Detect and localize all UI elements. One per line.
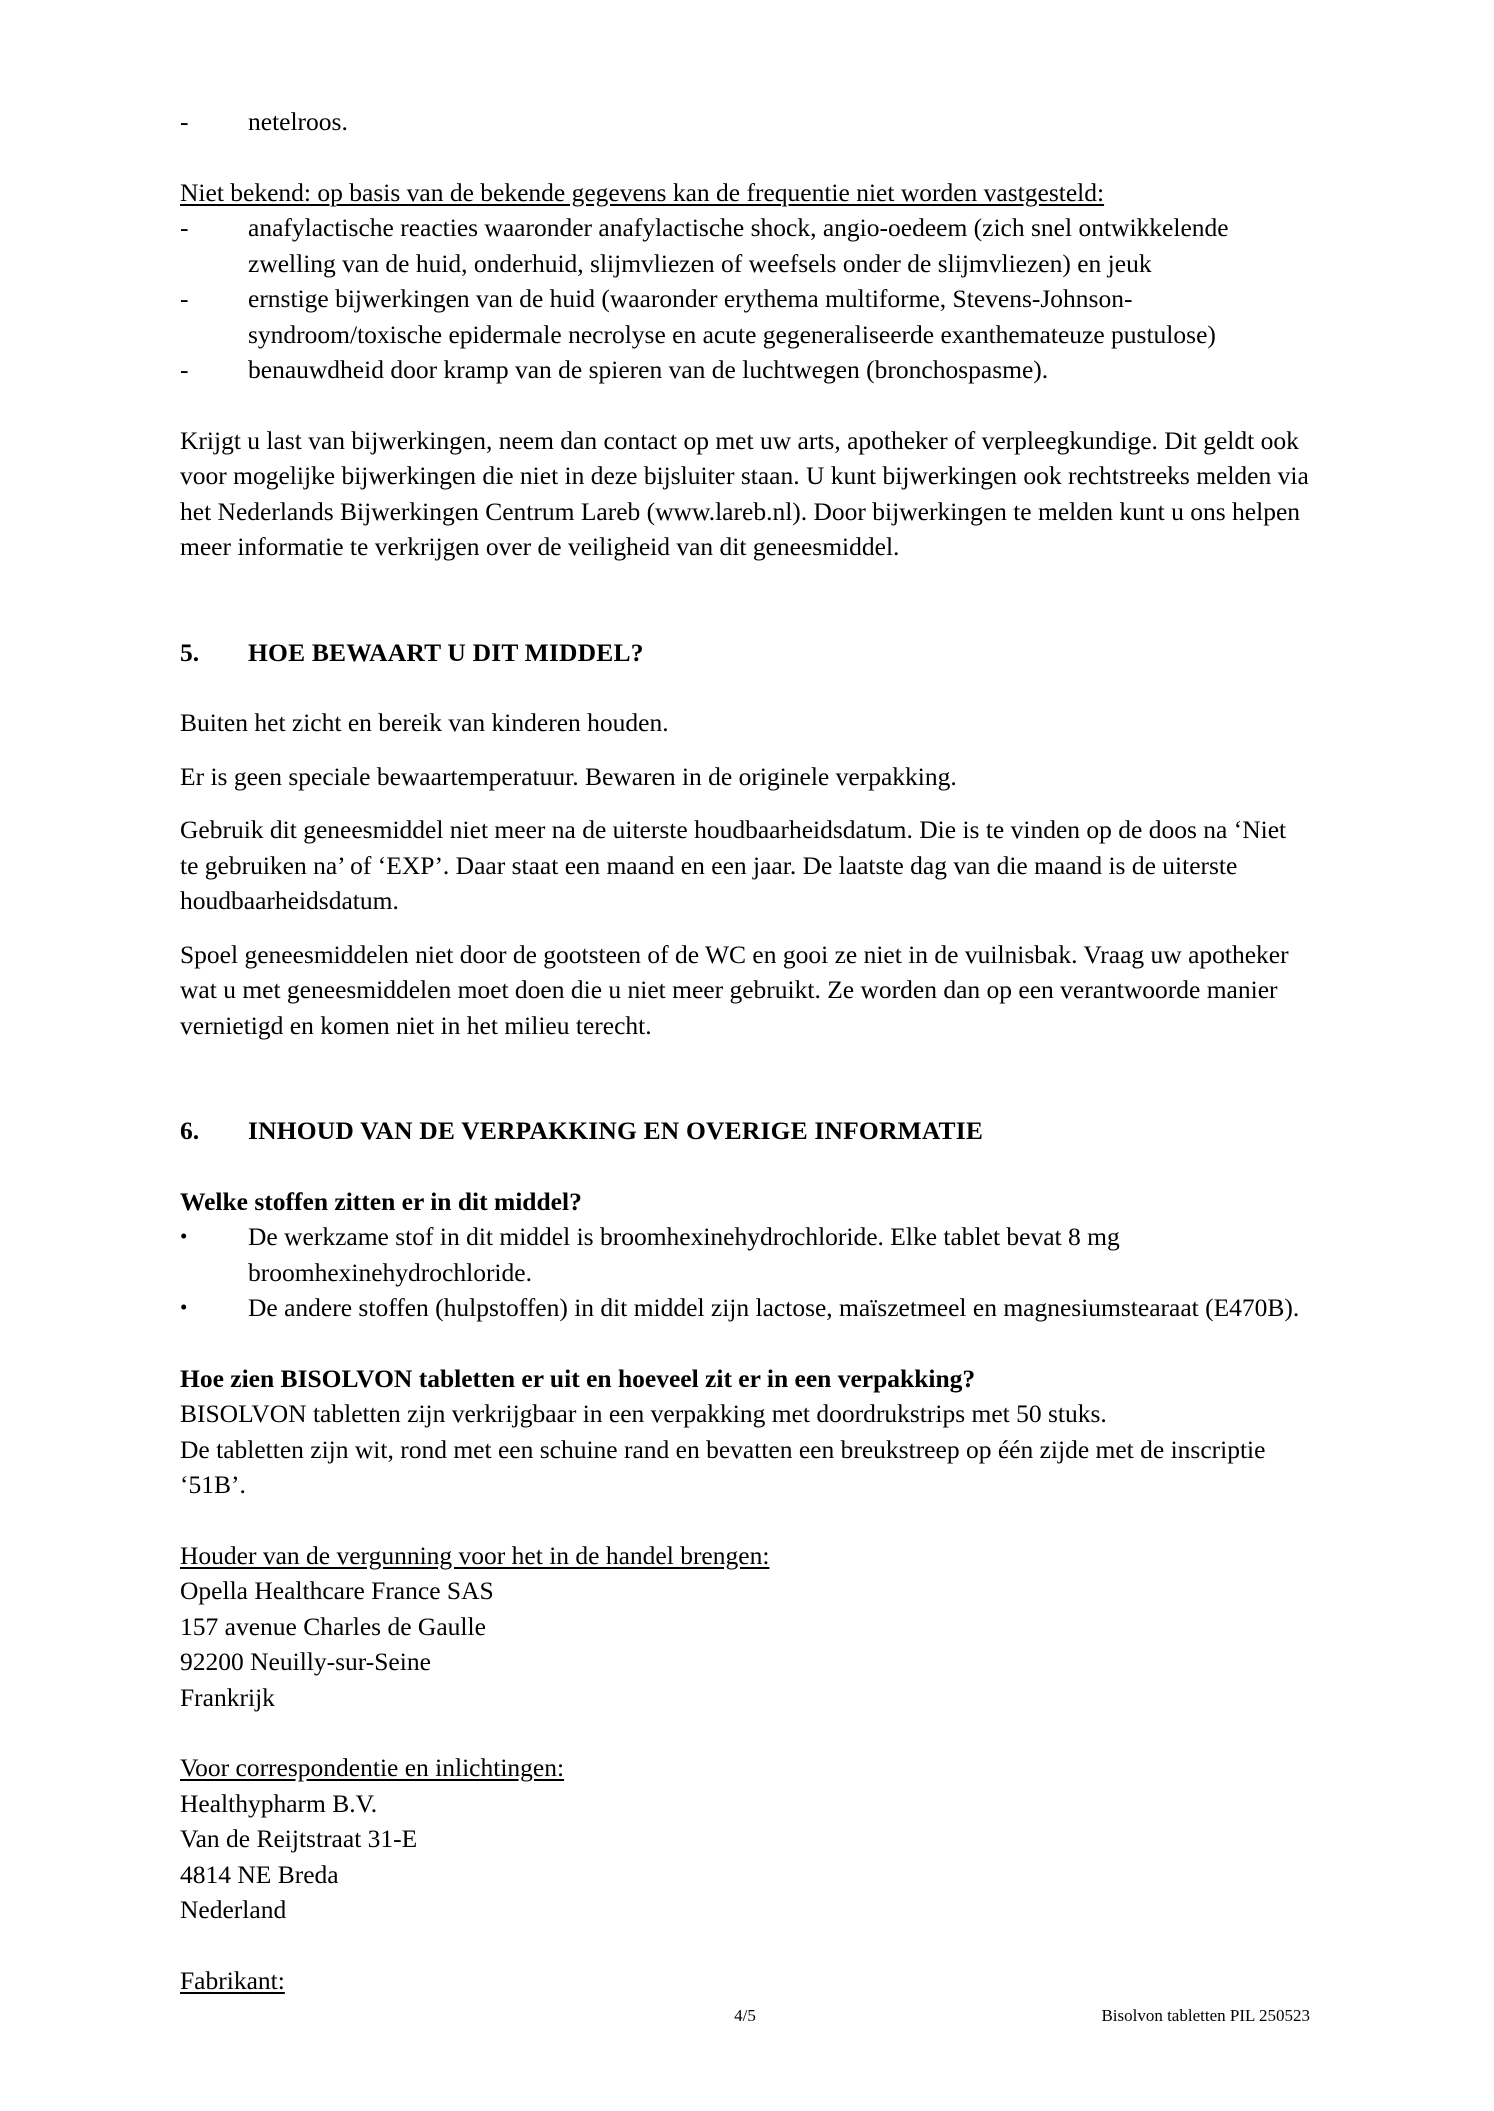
disposal-paragraph: Spoel geneesmiddelen niet door de gootsteen of de WC en gooi ze niet in de vuilnisbak. Vraag uw apotheker wat u met geneesmiddelen moet doen die u niet meer gebruikt. Ze worden dan op een verantwoorde manier vernietigd en komen niet in het milieu terecht.	[180, 939, 1289, 1040]
list-item	[180, 104, 1310, 140]
document-reference: Bisolvon tabletten PIL 250523	[1101, 2006, 1310, 2025]
address-line: 4814 NE Breda	[180, 1859, 339, 1889]
unknown-frequency-heading: Niet bekend: op basis van de bekende gegevens kan de frequentie niet worden vastgesteld:	[180, 177, 1105, 207]
page-number: 4/5	[734, 2006, 756, 2025]
list-item	[180, 210, 1310, 281]
dash-bullet-icon: -	[180, 355, 189, 384]
list-item	[180, 1290, 1310, 1326]
spacer	[180, 1928, 1310, 1963]
spacer	[180, 140, 1310, 175]
list-item-label: De werkzame stof in dit middel is broomhexinehydrochloride. Elke tablet bevat 8 mg broomhexinehydrochloride.	[248, 1222, 1120, 1287]
section-6-heading	[180, 1113, 1310, 1149]
storage-children-paragraph: Buiten het zicht en bereik van kinderen houden.	[180, 708, 669, 737]
round-bullet-icon: •	[180, 1295, 188, 1319]
spacer	[180, 794, 1310, 812]
list-item-label: benauwdheid door kramp van de spieren van de luchtwegen (bronchospasme).	[248, 355, 1049, 384]
section-5-heading	[180, 635, 1310, 671]
appearance-packaging-line: BISOLVON tabletten zijn verkrijgbaar in een verpakking met doordrukstrips met 50 stuks.	[180, 1399, 1107, 1428]
dash-bullet-icon: -	[180, 284, 189, 313]
section-5-title: HOE BEWAART U DIT MIDDEL?	[248, 637, 644, 667]
address-line: Opella Healthcare France SAS	[180, 1576, 494, 1605]
address-line: Van de Reijtstraat 31-E	[180, 1824, 418, 1853]
round-bullet-icon: •	[180, 1224, 188, 1248]
address-line: Nederland	[180, 1895, 287, 1924]
spacer	[180, 1715, 1310, 1750]
dash-bullet-icon: -	[180, 213, 189, 242]
ingredients-heading: Welke stoffen zitten er in dit middel?	[180, 1186, 582, 1216]
manufacturer-heading: Fabrikant:	[180, 1965, 285, 1995]
address-line: 157 avenue Charles de Gaulle	[180, 1611, 486, 1641]
list-item-label: netelroos.	[248, 107, 348, 136]
address-line: Frankrijk	[180, 1682, 275, 1712]
spacer	[180, 1149, 1310, 1184]
appearance-heading: Hoe zien BISOLVON tabletten er uit en hoeveel zit er in een verpakking?	[180, 1363, 976, 1393]
list-item	[180, 352, 1310, 388]
marketing-authorisation-heading: Houder van de vergunning voor het in de handel brengen:	[180, 1540, 770, 1570]
section-6-number: 6.	[180, 1116, 200, 1145]
list-item-label: De andere stoffen (hulpstoffen) in dit middel zijn lactose, maïszetmeel en magnesiumstearaat (E470B).	[248, 1293, 1300, 1322]
page-footer	[180, 2001, 1310, 2031]
spacer	[180, 670, 1310, 705]
list-item	[180, 1219, 1310, 1290]
expiry-date-paragraph: Gebruik dit geneesmiddel niet meer na de uiterste houdbaarheidsdatum. Die is te vinden op de doos na ‘Niet te gebruiken na’ of ‘EXP’. Daar staat een maand en een jaar. De laatste dag van die maand is de uiterste houdbaarheidsdatum.	[180, 815, 1287, 915]
list-item	[180, 281, 1310, 352]
storage-temperature-paragraph: Er is geen speciale bewaartemperatuur. Bewaren in de originele verpakking.	[180, 761, 957, 791]
side-effect-reporting-paragraph: Krijgt u last van bijwerkingen, neem dan contact op met uw arts, apotheker of verpleegkundige. Dit geldt ook voor mogelijke bijwerkingen die niet in deze bijsluiter staan. U kunt bijwerkingen ook rechtstreeks melden via het Nederlands Bijwerkingen Centrum Lareb (www.lareb.nl). Door bijwerkingen te melden kunt u ons helpen meer informatie te verkrijgen over de veiligheid van dit geneesmiddel.	[180, 425, 1309, 561]
list-item-label: ernstige bijwerkingen van de huid (waaronder erythema multiforme, Stevens-Johnson-syndroom/toxische epidermale necrolyse en acute gegeneraliseerde exanthemateuze pustulose)	[248, 284, 1216, 349]
dash-bullet-icon: -	[180, 107, 189, 136]
correspondence-heading: Voor correspondentie en inlichtingen:	[180, 1753, 565, 1782]
spacer	[180, 1326, 1310, 1361]
appearance-tablet-line: De tabletten zijn wit, rond met een schuine rand en bevatten een breukstreep op één zijde met de inscriptie ‘51B’.	[180, 1434, 1266, 1499]
spacer	[180, 565, 1310, 635]
spacer	[180, 1503, 1310, 1538]
spacer	[180, 919, 1310, 937]
spacer	[180, 1043, 1310, 1113]
list-item-label: anafylactische reacties waaronder anafylactische shock, angio-oedeem (zich snel ontwikkelende zwelling van de huid, onderhuid, slijmvliezen of weefsels onder de slijmvliezen) en jeuk	[248, 213, 1229, 278]
section-5-number: 5.	[180, 637, 200, 667]
address-line: Healthypharm B.V.	[180, 1788, 378, 1818]
address-line: 92200 Neuilly-sur-Seine	[180, 1647, 431, 1676]
spacer	[180, 741, 1310, 759]
section-6-title: INHOUD VAN DE VERPAKKING EN OVERIGE INFORMATIE	[248, 1116, 984, 1145]
spacer	[180, 388, 1310, 423]
